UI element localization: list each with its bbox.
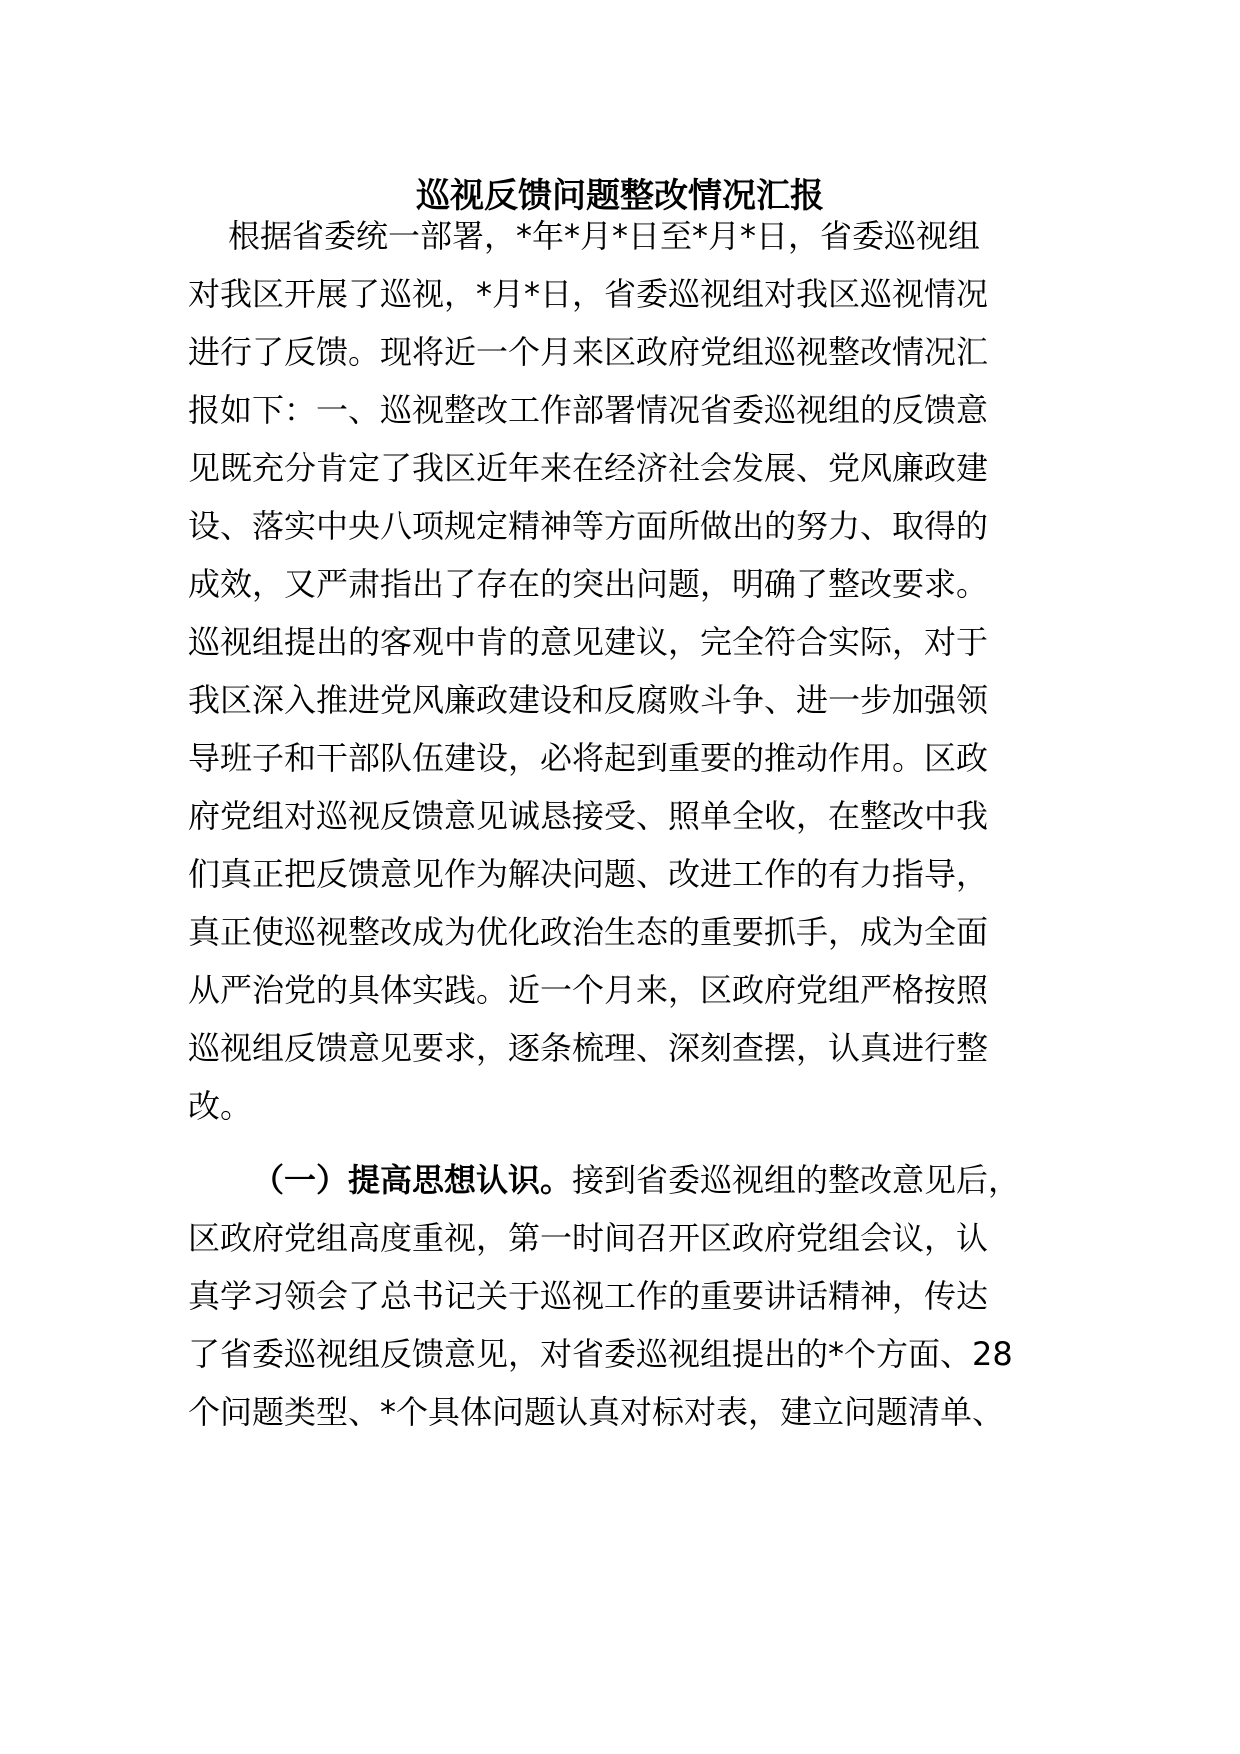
paragraph-line: 报如下：一、巡视整改工作部署情况省委巡视组的反馈意 — [188, 391, 989, 429]
section-first-line — [252, 1148, 1152, 1212]
paragraph-line: 个问题类型、*个具体问题认真对标对表，建立问题清单、 — [188, 1393, 1005, 1431]
paragraph-line: 们真正把反馈意见作为解决问题、改进工作的有力指导， — [188, 855, 989, 893]
paragraph-line: 对我区开展了巡视，*月*日，省委巡视组对我区巡视情况 — [188, 275, 989, 313]
paragraph-line: 我区深入推进党风廉政建设和反腐败斗争、进一步加强领 — [188, 681, 989, 719]
paragraph-line: 真学习领会了总书记关于巡视工作的重要讲话精神，传达 — [188, 1277, 989, 1315]
paragraph-line: 区政府党组高度重视，第一时间召开区政府党组会议，认 — [188, 1219, 989, 1257]
paragraph-line: 成效，又严肃指出了存在的突出问题，明确了整改要求。 — [188, 565, 989, 603]
paragraph-line: 进行了反馈。现将近一个月来区政府党组巡视整改情况汇 — [188, 333, 989, 371]
paragraph-line: 巡视组提出的客观中肯的意见建议，完全符合实际，对于 — [188, 623, 989, 661]
paragraph-line: 见既充分肯定了我区近年来在经济社会发展、党风廉政建 — [188, 449, 989, 487]
paragraph-line: 导班子和干部队伍建设，必将起到重要的推动作用。区政 — [188, 739, 989, 777]
paragraph-line: 了省委巡视组反馈意见，对省委巡视组提出的*个方面、28 — [188, 1335, 1013, 1373]
section-heading: （一）提高思想认识。 — [252, 1161, 573, 1199]
paragraph-line: 真正使巡视整改成为优化政治生态的重要抓手，成为全面 — [188, 913, 989, 951]
section-first-line-text: 接到省委巡视组的整改意见后， — [572, 1161, 1021, 1199]
document-title: 巡视反馈问题整改情况汇报 — [416, 176, 824, 216]
paragraph-line: 从严治党的具体实践。近一个月来，区政府党组严格按照 — [188, 971, 989, 1009]
paragraph-line: 巡视组反馈意见要求，逐条梳理、深刻查摆，认真进行整 — [188, 1029, 989, 1067]
paragraph-line: 设、落实中央八项规定精神等方面所做出的努力、取得的 — [188, 507, 989, 545]
paragraph-line: 根据省委统一部署，*年*月*日至*月*日，省委巡视组 — [228, 217, 981, 255]
paragraph-line: 改。 — [188, 1087, 253, 1125]
paragraph-line: 府党组对巡视反馈意见诚恳接受、照单全收，在整改中我 — [188, 797, 989, 835]
